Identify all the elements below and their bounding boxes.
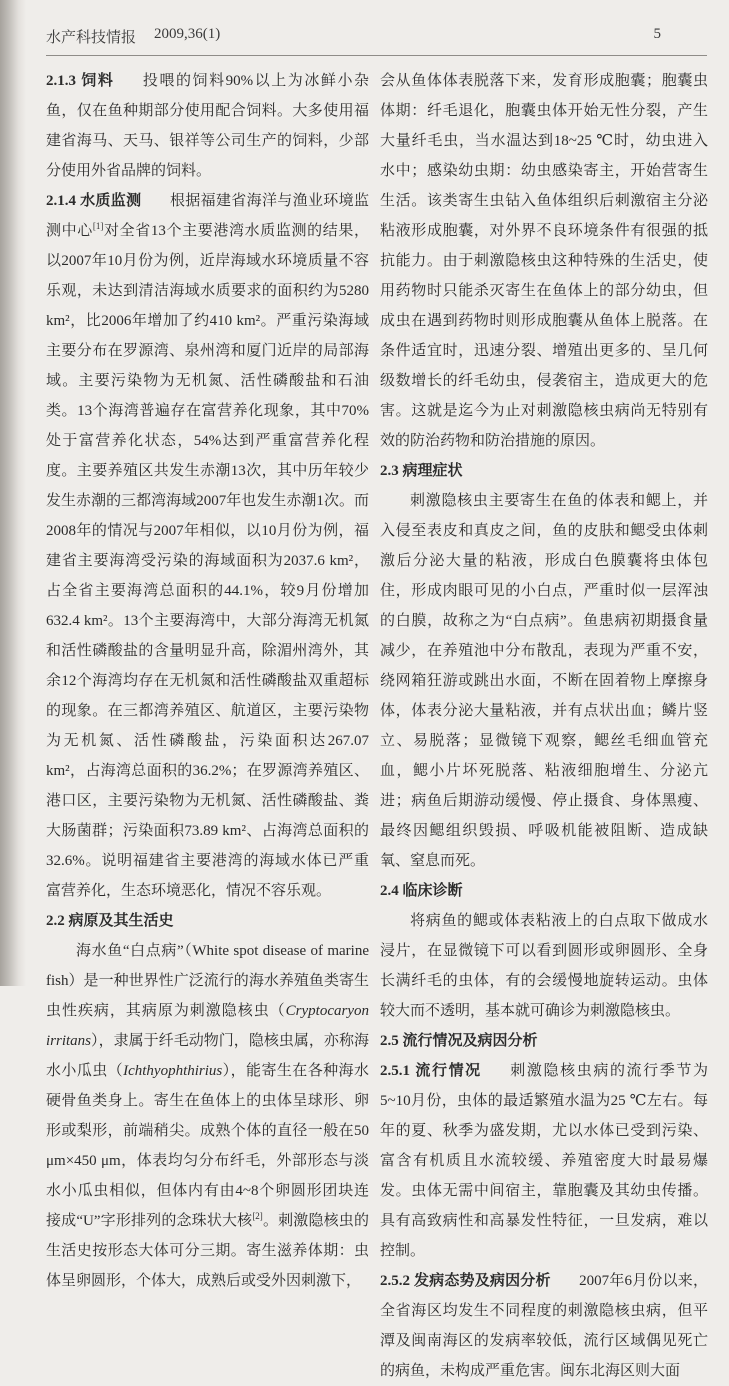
- text-block: [380, 66, 708, 456]
- section-label: 2.1.3 饲料: [46, 73, 115, 89]
- section-label: 2.1.4 水质监测: [46, 193, 142, 209]
- header-left-group: [46, 26, 220, 47]
- section-label: 2.4 临床诊断: [380, 883, 463, 899]
- text-block: [46, 66, 369, 186]
- body-text: 投喂的饲料90%以上为冰鲜小杂鱼，仅在鱼种期部分使用配合饲料。大多使用福建省海马、天马、银祥等公司生产的饲料，少部分使用外省品牌的饲料。: [46, 73, 369, 179]
- section-heading: [380, 456, 708, 486]
- text-block: [380, 486, 708, 876]
- text-block: [46, 936, 369, 1296]
- text-block: [380, 1056, 708, 1266]
- issue-info: 2009,36(1): [154, 26, 221, 42]
- body-text: 会从鱼体体表脱落下来，发育形成胞囊；胞囊虫体期：纤毛退化，胞囊虫体开始无性分裂，产生大量纤毛虫，当水温达到18~25 ℃时，幼虫进入水中；感染幼虫期：幼虫感染寄主，开始营寄生生活。该类寄生虫钻入鱼体组织后刺激宿主分泌粘液形成胞囊，对外界不良环境条件有很强的抵抗能力。由于刺激隐核虫这种特殊的生活史，使用药物时只能杀灭寄生在鱼体上的部分幼虫，但成虫在遇到药物时则形成胞囊从鱼体上脱落。在条件适宜时，迅速分裂、增殖出更多的、呈几何级数增长的纤毛幼虫，侵袭宿主，造成更大的危害。这就是迄今为止对刺激隐核虫病尚无特别有效的防治药物和防治措施的原因。: [380, 73, 708, 449]
- section-heading: [380, 1026, 708, 1056]
- superscript-ref: [1]: [92, 221, 104, 231]
- column-left: [46, 66, 369, 1289]
- body-text: 2007年6月份以来，全省海区均发生不同程度的刺激隐核虫病，但平潭及闽南海区的发病率较低，流行区域偶见死亡的病鱼，未构成严重危害。闽东北海区则大面: [380, 1273, 708, 1379]
- text-block: [380, 906, 708, 1026]
- body-text: Ichthyophthirius: [123, 1063, 223, 1079]
- body-text: 将病鱼的鳃或体表粘液上的白点取下做成水浸片，在显微镜下可以看到圆形或卵圆形、全身长满纤毛的虫体，有的会缓慢地旋转运动。虫体较大而不透明，基本就可确诊为刺激隐核虫。: [380, 913, 708, 1019]
- text-block: [46, 186, 369, 906]
- section-label: 2.5.2 发病态势及病因分析: [380, 1273, 551, 1289]
- body-text: 刺激隐核虫病的流行季节为5~10月份，虫体的最适繁殖水温为25 ℃左右。每年的夏、秋季为盛发期，尤以水体已受到污染、富含有机质且水流较缓、养殖密度大时最易爆发。虫体无需中间宿主，靠胞囊及其幼虫传播。具有高致病性和高暴发性特征，一旦发病，难以控制。: [380, 1063, 708, 1259]
- body-text: ），能寄生在各种海水硬骨鱼类身上。寄生在鱼体上的虫体呈球形、卵形或梨形，前端稍尖。成熟个体的直径一般在50 μm×450 μm，体表均匀分布纤毛，外部形态与淡水小瓜虫相似，但体内有由4~8个卵圆形团块连接成“U”字形排列的念珠状大核: [46, 1063, 369, 1229]
- body-text: 根据福建省海洋与渔业环境监测中心: [46, 193, 369, 239]
- section-label: 2.5.1 流行情况: [380, 1063, 482, 1079]
- section-heading: [46, 906, 369, 936]
- column-right: [380, 66, 708, 1379]
- body-text: 对全省13个主要港湾水质监测的结果，以2007年10月份为例，近岸海域水环境质量不容乐观，未达到清洁海域水质要求的面积约为5280 km²，比2006年增加了约410 km²。严重污染海域主要分布在罗源湾、泉州湾和厦门近岸的局部海域。主要污染物为无机氮、活性磷酸盐和石油类。13个海湾普遍存在富营养化现象，其中70%处于富营养化状态，54%达到严重富营养化程度。主要养殖区共发生赤潮13次，其中历年较少发生赤潮的三都湾海域2007年也发生赤潮1次。而2008年的情况与2007年相似，以10月份为例，福建省主要海湾受污染的海域面积为2037.6 km²，占全省主要海湾总面积的44.1%，较9月份增加632.4 km²。13个主要海湾中，大部分海湾无机氮和活性磷酸盐的含量明显升高，除湄州湾外，其余12个海湾均存在无机氮和活性磷酸盐双重超标的现象。在三都湾养殖区、航道区，主要污染物为无机氮、活性磷酸盐，污染面积达267.07 km²，占海湾总面积的36.2%；在罗源湾养殖区、港口区，主要污染物为无机氮、活性磷酸盐、粪大肠菌群；污染面积73.89 km²、占海湾总面积的32.6%。说明福建省主要港湾的海域水体已严重富营养化，生态环境恶化，情况不容乐观。: [46, 223, 369, 899]
- body-text: Cryptocaryon irritans: [46, 1003, 369, 1049]
- body-text: 刺激隐核虫主要寄生在鱼的体表和鳃上，并入侵至表皮和真皮之间，鱼的皮肤和鳃受虫体刺激后分泌大量的粘液，形成白色膜囊将虫体包住，形成肉眼可见的小白点，严重时似一层浑浊的白膜，故称之为“白点病”。鱼患病初期摄食量减少，在养殖池中分布散乱，表现为严重不安，绕网箱狂游或跳出水面，不断在固着物上摩擦身体，体表分泌大量粘液，并有点状出血；鳞片竖立、易脱落；显微镜下观察，鳃丝毛细血管充血，鳃小片坏死脱落、粘液细胞增生、分泌亢进；病鱼后期游动缓慢、停止摄食、身体黑瘦、最终因鳃组织毁损、呼吸机能被阻断、造成缺氧、窒息而死。: [380, 493, 708, 869]
- superscript-ref: [2]: [252, 1211, 263, 1221]
- body-text: 海水鱼“白点病”（White spot disease of marine fish）是一种世界性广泛流行的海水养殖鱼类寄生虫性疾病，其病原为刺激隐核虫（: [46, 943, 369, 1019]
- section-label: 2.5 流行情况及病因分析: [380, 1033, 538, 1049]
- section-heading: [380, 876, 708, 906]
- scan-edge-shadow: [0, 0, 26, 986]
- text-block: [380, 1266, 708, 1386]
- body-text: 。刺激隐核虫的生活史按形态大体可分三期。寄生滋养体期：虫体呈卵圆形，个体大，成熟后或受外因刺激下，: [46, 1213, 369, 1289]
- text-columns: [46, 66, 708, 1379]
- section-label: 2.3 病理症状: [380, 463, 463, 479]
- section-label: 2.2 病原及其生活史: [46, 913, 174, 929]
- page-number: 5: [653, 26, 661, 42]
- body-text: ），隶属于纤毛动物门，隐核虫属，亦称海水小瓜虫（: [46, 1033, 369, 1079]
- journal-title: 水产科技情报: [46, 30, 137, 46]
- page-header: [46, 26, 707, 56]
